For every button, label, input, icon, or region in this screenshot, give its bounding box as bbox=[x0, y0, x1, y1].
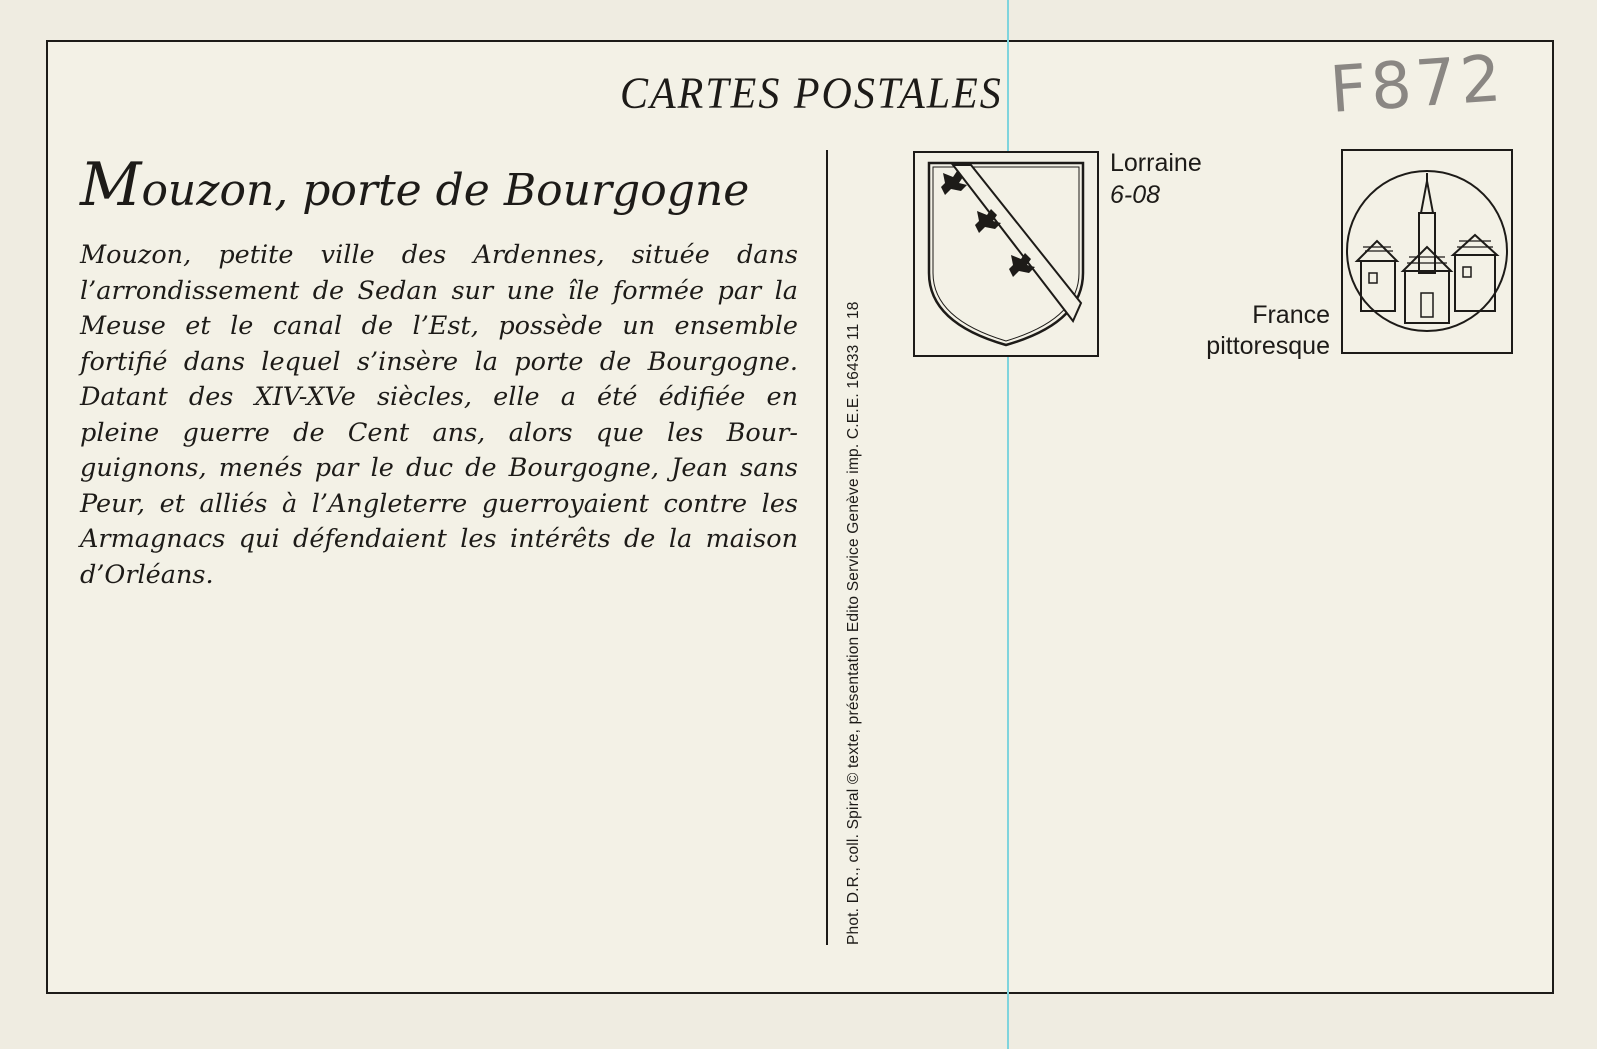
description-line: Armagnacs qui défendaient les intérêts de la maison bbox=[80, 524, 798, 554]
stamp-box bbox=[1341, 149, 1513, 354]
lorraine-shield-icon bbox=[915, 153, 1097, 355]
title-rest: ouzon, porte de Bourgogne bbox=[141, 165, 750, 216]
description-line: Datant des XIV-XVe siècles, elle a été édifiée en bbox=[80, 382, 798, 412]
description-line: Peur, et alliés à l’Angleterre guerroyaient contre les bbox=[80, 488, 798, 519]
region-name: Lorraine bbox=[1110, 149, 1202, 177]
description-line: guignons, menés par le duc de Bourgogne, Jean sans bbox=[80, 453, 798, 483]
description-line: l’arrondissement de Sedan sur une île formée par la bbox=[80, 275, 798, 306]
description-text bbox=[80, 238, 798, 593]
description-line: fortifié dans lequel s’insère la porte de Bourgogne. bbox=[80, 346, 798, 377]
divider-line bbox=[826, 150, 828, 945]
handwritten-reference: F872 bbox=[1327, 41, 1508, 129]
description-line: d’Orléans. bbox=[80, 559, 214, 590]
description-line: Mouzon, petite ville des Ardennes, située dans bbox=[80, 240, 798, 270]
description-line: pleine guerre de Cent ans, alors que les Bour- bbox=[80, 417, 798, 448]
stamp-label-line: France bbox=[1252, 301, 1330, 329]
region-code: 6-08 bbox=[1110, 181, 1161, 209]
stamp-label-line: pittoresque bbox=[1206, 332, 1330, 360]
village-church-icon bbox=[1343, 151, 1511, 352]
title-initial: M bbox=[80, 150, 142, 220]
header-cartes-postales: CARTES POSTALES bbox=[620, 69, 1003, 119]
stamp-label bbox=[1160, 300, 1330, 362]
publisher-credit: Phot. D.R., coll. Spiral © texte, présentation Edito Service Genève imp. C.E.E. 16433 11 18 bbox=[845, 301, 862, 945]
postcard-title bbox=[80, 150, 749, 220]
description-line: Meuse et le canal de l’Est, possède un ensemble bbox=[80, 311, 798, 341]
coat-of-arms-box bbox=[913, 151, 1099, 357]
